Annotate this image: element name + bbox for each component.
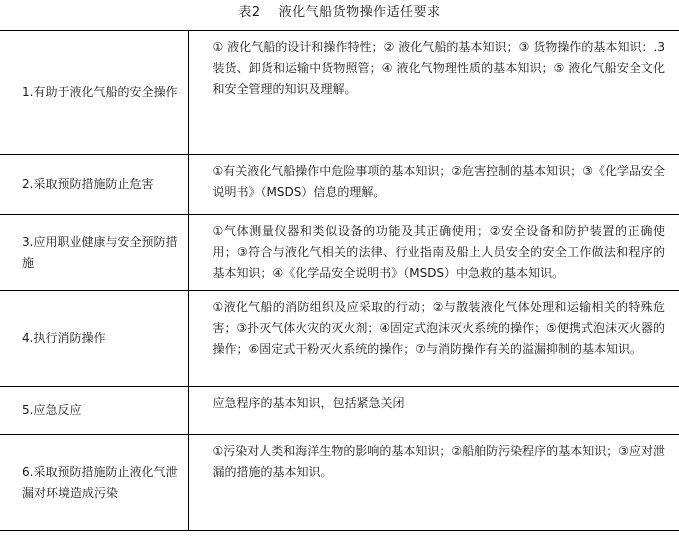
requirements-table [0,30,679,531]
table-caption [0,4,679,22]
competence-cell: 6.采取预防措施防止液化气泄漏对环境造成污染 [0,435,188,531]
knowledge-cell: ①有关液化气船操作中危险事项的基本知识；②危害控制的基本知识；③《化学品安全说明书》（MSDS）信息的理解。 [188,155,679,215]
knowledge-cell: ①污染对人类和海洋生物的影响的基本知识；②船舶防污染程序的基本知识；③应对泄漏的措施的基本知识。 [188,435,679,531]
competence-cell: 2.采取预防措施防止危害 [0,155,188,215]
competence-cell: 4.执行消防操作 [0,291,188,387]
knowledge-cell: ①液化气船的消防组织及应采取的行动；②与散装液化气体处理和运输相关的特殊危害；③扑灭气体火灾的灭火剂；④固定式泡沫灭火系统的操作；⑤便携式泡沫灭火器的操作；⑥固定式干粉灭火系统的操作；⑦与消防操作有关的溢漏抑制的基本知识。 [188,291,679,387]
table-row [0,215,679,291]
table-row [0,291,679,387]
table-row [0,155,679,215]
table-number: 表2 [238,5,261,20]
knowledge-cell: ① 液化气船的设计和操作特性；② 液化气船的基本知识；③ 货物操作的基本知识：.3 装货、卸货和运输中货物照管；④ 液化气物理性质的基本知识；⑤ 液化气船安全文化和安全管理的知识及理解。 [188,31,679,155]
knowledge-cell: ①气体测量仪器和类似设备的功能及其正确使用；②安全设备和防护装置的正确使用；③符合与液化气相关的法律、行业指南及船上人员安全的安全工作做法和程序的基本知识；④《化学品安全说明书》（MSDS）中急救的基本知识。 [188,215,679,291]
competence-cell: 1.有助于液化气船的安全操作 [0,31,188,155]
table-title: 液化气船货物操作适任要求 [278,5,441,20]
competence-cell: 5.应急反应 [0,387,188,435]
table-row [0,31,679,155]
table-row [0,435,679,531]
table-row [0,387,679,435]
knowledge-cell: 应急程序的基本知识，包括紧急关闭 [188,387,679,435]
competence-cell: 3.应用职业健康与安全预防措施 [0,215,188,291]
